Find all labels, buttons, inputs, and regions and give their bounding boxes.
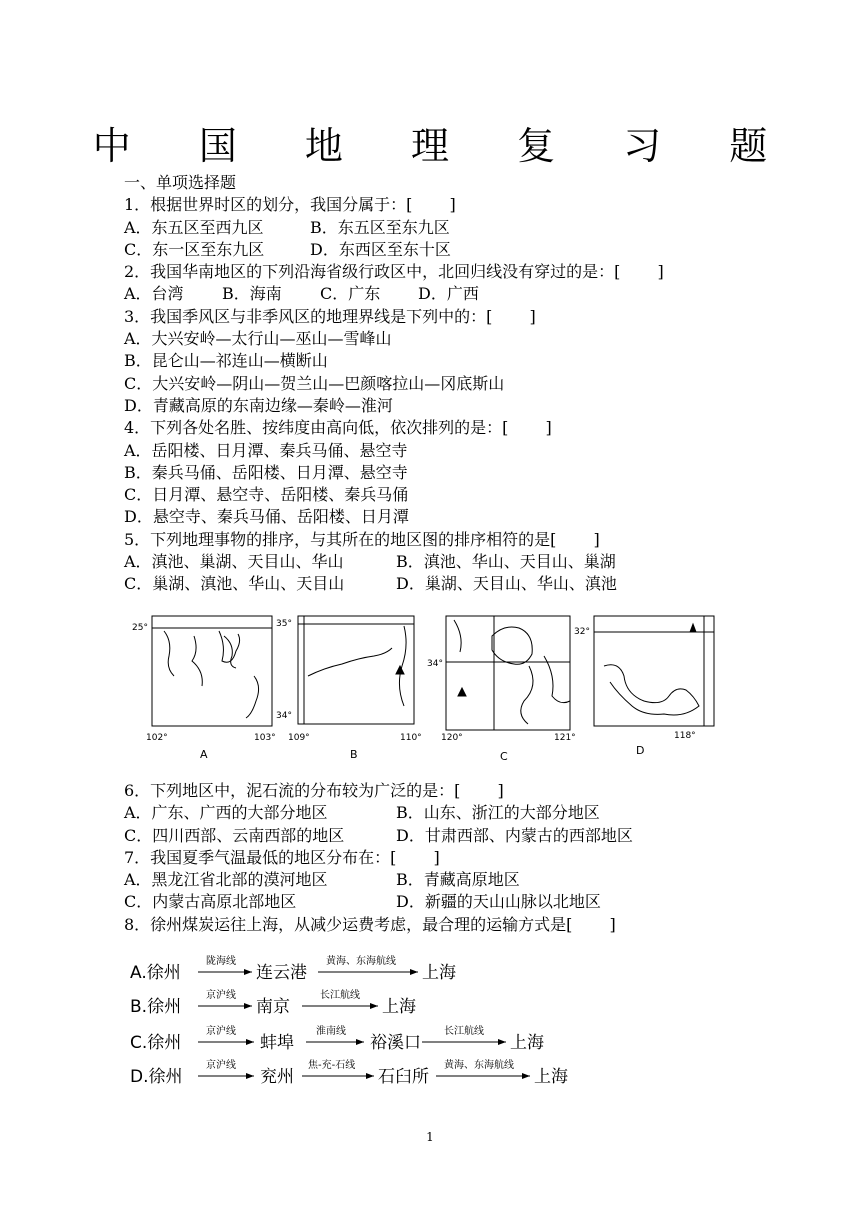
question-1-options-row1 xyxy=(124,217,764,239)
option-1a: A．东五区至西九区 xyxy=(124,217,264,237)
route-c-line2: 淮南线 xyxy=(316,1026,346,1037)
map-c xyxy=(446,616,570,730)
option-5b: B．滇池、华山、天目山、巢湖 xyxy=(396,552,616,572)
option-1d: D．东西区至东十区 xyxy=(310,239,451,259)
option-6c: C．四川西部、云南西部的地区 xyxy=(124,825,345,845)
map-c-lon-left: 120° xyxy=(441,733,463,743)
option-4d: D．悬空寺、秦兵马俑、岳阳楼、日月潭 xyxy=(124,507,409,527)
option-4c: C．日月潭、悬空寺、岳阳楼、秦兵马俑 xyxy=(124,485,409,505)
route-b-node1: 南京 xyxy=(256,997,290,1017)
question-5-options-row2 xyxy=(124,573,764,595)
route-c-line1: 京沪线 xyxy=(206,1026,236,1037)
route-d-node1: 兖州 xyxy=(260,1067,294,1087)
question-7-options-row1 xyxy=(124,869,764,891)
route-c-line3: 长江航线 xyxy=(444,1026,484,1037)
map-a-lon-left: 102° xyxy=(146,733,168,743)
page-title: 中 国 地 理 复 习 题 xyxy=(92,124,796,168)
option-7d: D．新疆的天山山脉以北地区 xyxy=(396,892,601,912)
question-8-stem: 8．徐州煤炭运往上海，从减少运费考虑，最合理的运输方式是[ ] xyxy=(124,914,616,934)
option-2a: A．台湾 xyxy=(124,284,184,304)
question-5-stem: 5．下列地理事物的排序，与其所在的地区图的排序相符的是[ ] xyxy=(124,529,600,549)
option-4a: A．岳阳楼、日月潭、秦兵马俑、悬空寺 xyxy=(124,440,408,460)
question-1-options-row2 xyxy=(124,239,764,261)
question-6-options-row2 xyxy=(124,825,764,847)
map-b xyxy=(298,616,414,724)
question-2-options xyxy=(124,283,764,305)
option-5c: C．巢湖、滇池、华山、天目山 xyxy=(124,574,345,594)
option-6b: B．山东、浙江的大部分地区 xyxy=(396,803,600,823)
region-maps-figure xyxy=(124,606,744,766)
route-d-line3: 黄海、东海航线 xyxy=(444,1060,514,1071)
question-3-stem: 3．我国季风区与非季风区的地理界线是下列中的：[ ] xyxy=(124,306,536,326)
route-d-end: 上海 xyxy=(534,1067,568,1087)
map-d xyxy=(594,616,714,726)
route-a-line1: 陇海线 xyxy=(206,956,236,967)
map-d-lat-top: 32° xyxy=(574,627,590,637)
question-6-options-row1 xyxy=(124,802,764,824)
option-6a: A．广东、广西的大部分地区 xyxy=(124,803,328,823)
option-3c: C．大兴安岭—阴山—贺兰山—巴颜喀拉山—冈底斯山 xyxy=(124,373,505,393)
route-b-end: 上海 xyxy=(382,997,416,1017)
route-b-line2: 长江航线 xyxy=(320,990,360,1001)
option-3a: A．大兴安岭—太行山—巫山—雪峰山 xyxy=(124,329,392,349)
route-d-line2: 焦-充-石线 xyxy=(308,1060,356,1071)
route-c-node1: 蚌埠 xyxy=(260,1033,294,1053)
option-1c: C．东一区至东九区 xyxy=(124,239,265,259)
question-7-stem: 7．我国夏季气温最低的地区分布在：[ ] xyxy=(124,847,440,867)
map-b-lat-bottom: 34° xyxy=(276,711,292,721)
option-3d: D．青藏高原的东南边缘—秦岭—淮河 xyxy=(124,395,393,415)
map-b-lat-top: 35° xyxy=(276,619,292,629)
option-2b: B．海南 xyxy=(222,284,282,304)
route-a-node1: 连云港 xyxy=(256,963,307,983)
route-c-end: 上海 xyxy=(510,1033,544,1053)
map-a-lon-right: 103° xyxy=(254,733,276,743)
map-a-label: A xyxy=(200,748,208,761)
option-1b: B．东五区至东九区 xyxy=(310,217,450,237)
option-4b: B．秦兵马俑、岳阳楼、日月潭、悬空寺 xyxy=(124,462,408,482)
route-b-line1: 京沪线 xyxy=(206,990,236,1001)
map-d-lon-right: 118° xyxy=(674,731,696,741)
route-a-end: 上海 xyxy=(422,963,456,983)
map-c-label: C xyxy=(500,750,508,763)
map-a xyxy=(152,616,272,726)
option-3b: B．昆仑山—祁连山—横断山 xyxy=(124,351,328,371)
question-5-options-row1 xyxy=(124,551,764,573)
map-c-lat-mid: 34° xyxy=(427,659,443,669)
question-list xyxy=(124,172,764,596)
route-options-figure xyxy=(130,948,610,1093)
question-list-2 xyxy=(124,780,764,936)
route-c-start: C.徐州 xyxy=(130,1033,182,1053)
question-6-stem: 6．下列地区中，泥石流的分布较为广泛的是：[ ] xyxy=(124,781,504,800)
route-a-line2: 黄海、东海航线 xyxy=(326,956,396,967)
question-4-stem: 4．下列各处名胜、按纬度由高向低，依次排列的是：[ ] xyxy=(124,418,552,438)
option-2d: D．广西 xyxy=(418,284,479,304)
map-c-lon-right: 121° xyxy=(554,733,576,743)
map-b-label: B xyxy=(350,748,358,761)
map-d-label: D xyxy=(636,744,645,757)
route-d-line1: 京沪线 xyxy=(206,1060,236,1071)
map-b-lon-right: 110° xyxy=(400,733,422,743)
route-d-start: D.徐州 xyxy=(130,1067,183,1087)
map-b-lon-left: 109° xyxy=(288,733,310,743)
option-5a: A．滇池、巢湖、天目山、华山 xyxy=(124,552,344,572)
question-2-stem: 2．我国华南地区的下列沿海省级行政区中，北回归线没有穿过的是：[ ] xyxy=(124,262,664,282)
option-6d: D．甘肃西部、内蒙古的西部地区 xyxy=(396,825,633,845)
option-7a: A．黑龙江省北部的漠河地区 xyxy=(124,870,328,890)
question-7-options-row2 xyxy=(124,891,764,913)
route-a-start: A.徐州 xyxy=(130,963,181,983)
route-b-start: B.徐州 xyxy=(130,997,182,1017)
map-a-lat-top: 25° xyxy=(132,623,148,633)
option-7b: B．青藏高原地区 xyxy=(396,870,520,890)
option-7c: C．内蒙古高原北部地区 xyxy=(124,892,297,912)
option-5d: D．巢湖、天目山、华山、滇池 xyxy=(396,574,617,594)
section-heading: 一、单项选择题 xyxy=(124,173,237,192)
page-number: 1 xyxy=(426,1130,434,1144)
option-2c: C．广东 xyxy=(320,284,381,304)
question-1-stem: 1．根据世界时区的划分，我国分属于：[ ] xyxy=(124,195,456,215)
route-d-node2: 石臼所 xyxy=(378,1067,429,1087)
map-b-frame xyxy=(298,616,414,724)
route-c-node2: 裕溪口 xyxy=(370,1033,421,1053)
